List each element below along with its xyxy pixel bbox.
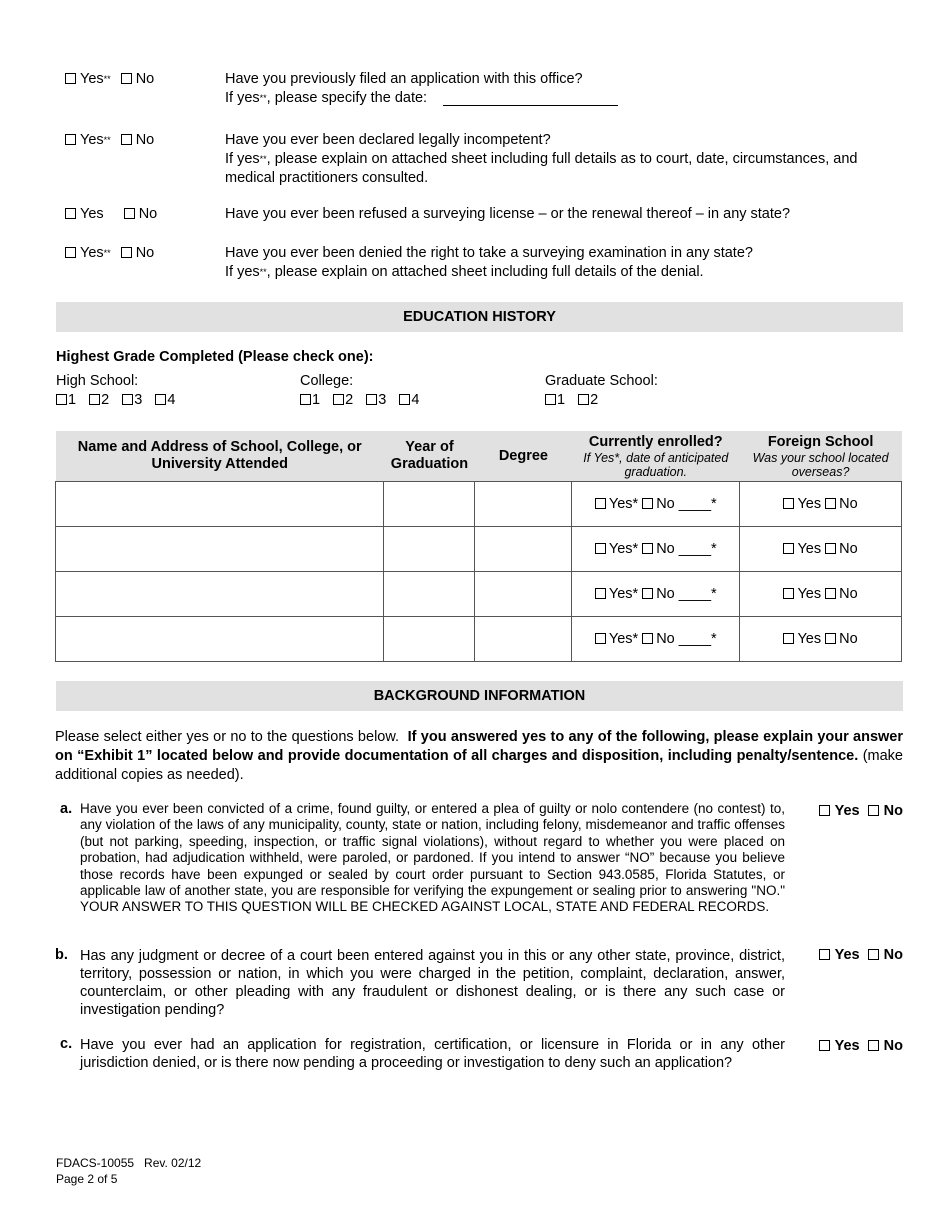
enrolled-cell: Yes* No ____*	[572, 527, 740, 572]
prior-q1-yes-checkbox[interactable]	[65, 73, 76, 84]
prior-q2-yes-checkbox[interactable]	[65, 134, 76, 145]
enrolled-cell: Yes* No ____*	[572, 617, 740, 662]
school-name-cell[interactable]	[56, 482, 384, 527]
year-cell[interactable]	[384, 482, 475, 527]
prior-q4-no-checkbox[interactable]	[121, 247, 132, 258]
enrolled-no-checkbox[interactable]	[642, 543, 653, 554]
foreign-yes-checkbox[interactable]	[783, 498, 794, 509]
question-text: Has any judgment or decree of a court been entered against you in this or any other state, province, district, territory, possession or nation, in which you were charged in the petition, complaint, declaration, answer, counterclaim, or other pleading with any fraudulent or dishonest dealing, or is there any such case or investigation pending?	[80, 948, 785, 1018]
question-text: Have you ever been convicted of a crime, found guilty, or entered a plea of guilty or nolo contendere (no contest) to, any violation of the laws of any municipality, county, state or nation, including felony, misdemeanor and traffic offenses (but not parking, speeding, inspection, or traffic signal violations), without regard to whether you were placed on probation, had adjudication withheld, were paroled, or pardoned. If you intend to answer “NO” because you believe those records have been expunged or sealed by court order pursuant to Section 943.0585, Florida Statutes, or applicable law of another state, you are responsible for verifying the expungement or sealing prior to answering "NO." YOUR ANSWER TO THIS QUESTION WILL BE CHECKED AGAINST LOCAL, STATE AND FEDERAL RECORDS.	[80, 801, 785, 915]
year-cell[interactable]	[384, 572, 475, 617]
grade-completed-title: Highest Grade Completed (Please check one):	[56, 349, 374, 365]
college-label: College:	[300, 373, 354, 389]
high-school-1-checkbox[interactable]	[56, 394, 67, 405]
foreign-yes-checkbox[interactable]	[783, 543, 794, 554]
question-c-no-checkbox[interactable]	[868, 1040, 879, 1051]
school-name-cell[interactable]	[56, 572, 384, 617]
graduate-school-group: Graduate School: 1 2	[545, 373, 658, 408]
question-b-options: Yes No	[819, 947, 903, 963]
page-footer	[56, 1155, 201, 1187]
question-b-yes-checkbox[interactable]	[819, 949, 830, 960]
question-letter: a.	[60, 801, 73, 817]
prior-q2-options: Yes** No	[65, 132, 154, 148]
col-foreign-school: Foreign School Was your school located overseas?	[740, 431, 902, 482]
high-school-4-checkbox[interactable]	[155, 394, 166, 405]
col-school-name: Name and Address of School, College, or University Attended	[56, 431, 384, 482]
question-c-yes-checkbox[interactable]	[819, 1040, 830, 1051]
graduate-school-label: Graduate School:	[545, 373, 658, 389]
foreign-cell: Yes No	[740, 572, 902, 617]
graduation-date-blank[interactable]: ____*	[678, 541, 717, 557]
college-2-checkbox[interactable]	[333, 394, 344, 405]
question-letter: c.	[60, 1036, 73, 1052]
school-name-cell[interactable]	[56, 617, 384, 662]
question-a-yes-checkbox[interactable]	[819, 805, 830, 816]
question-c-options: Yes No	[819, 1038, 903, 1054]
degree-cell[interactable]	[475, 617, 572, 662]
foreign-cell: Yes No	[740, 482, 902, 527]
foreign-cell: Yes No	[740, 527, 902, 572]
background-information-header: BACKGROUND INFORMATION	[56, 681, 903, 711]
prior-q3-options: Yes No	[65, 206, 157, 222]
enrolled-yes-checkbox[interactable]	[595, 498, 606, 509]
table-row	[56, 527, 902, 572]
enrolled-no-checkbox[interactable]	[642, 633, 653, 644]
table-row	[56, 617, 902, 662]
foreign-yes-checkbox[interactable]	[783, 633, 794, 644]
graduate-2-checkbox[interactable]	[578, 394, 589, 405]
enrolled-yes-checkbox[interactable]	[595, 543, 606, 554]
degree-cell[interactable]	[475, 527, 572, 572]
education-history-header: EDUCATION HISTORY	[56, 302, 903, 332]
graduation-date-blank[interactable]: ____*	[678, 631, 717, 647]
high-school-group: High School: 1 2 3 4	[56, 373, 184, 408]
college-4-checkbox[interactable]	[399, 394, 410, 405]
foreign-no-checkbox[interactable]	[825, 498, 836, 509]
page-number: Page 2 of 5	[56, 1172, 118, 1186]
prior-q1-options: Yes** No	[65, 71, 154, 87]
form-id: FDACS-10055 Rev. 02/12	[56, 1156, 202, 1170]
foreign-no-checkbox[interactable]	[825, 543, 836, 554]
prior-filing-date-field[interactable]	[443, 91, 618, 106]
school-name-cell[interactable]	[56, 527, 384, 572]
question-a-options: Yes No	[819, 803, 903, 819]
high-school-2-checkbox[interactable]	[89, 394, 100, 405]
prior-q2-no-checkbox[interactable]	[121, 134, 132, 145]
high-school-3-checkbox[interactable]	[122, 394, 133, 405]
foreign-cell: Yes No	[740, 617, 902, 662]
col-year-graduation: Year of Graduation	[384, 431, 475, 482]
col-degree: Degree	[475, 431, 572, 482]
question-letter: b.	[55, 947, 68, 963]
question-text: Have you ever had an application for registration, certification, or licensure in Florida or in any other jurisdiction denied, or is there now pending a proceeding or investigation to deny such an application?	[80, 1037, 785, 1071]
enrolled-no-checkbox[interactable]	[642, 498, 653, 509]
degree-cell[interactable]	[475, 482, 572, 527]
enrolled-cell: Yes* No ____*	[572, 482, 740, 527]
education-table	[55, 431, 902, 662]
table-row	[56, 482, 902, 527]
table-row	[56, 572, 902, 617]
foreign-no-checkbox[interactable]	[825, 633, 836, 644]
high-school-label: High School:	[56, 373, 139, 389]
prior-q4-options: Yes** No	[65, 245, 154, 261]
enrolled-cell: Yes* No ____*	[572, 572, 740, 617]
prior-q4-yes-checkbox[interactable]	[65, 247, 76, 258]
prior-q3-no-checkbox[interactable]	[124, 208, 135, 219]
prior-q4-text: Have you ever been denied the right to take a surveying examination in any state? If yes**, please explain on attached sheet including full details of the denial.	[225, 245, 753, 280]
education-table-header	[56, 431, 902, 482]
year-cell[interactable]	[384, 617, 475, 662]
college-1-checkbox[interactable]	[300, 394, 311, 405]
graduate-1-checkbox[interactable]	[545, 394, 556, 405]
enrolled-yes-checkbox[interactable]	[595, 588, 606, 599]
degree-cell[interactable]	[475, 572, 572, 617]
foreign-yes-checkbox[interactable]	[783, 588, 794, 599]
background-intro: Please select either yes or no to the questions below. If you answered yes to any of the following, please explain your answer on “Exhibit 1” located below and provide documentation of all charges and disposition, including penalty/sentence. (make additional copies as needed).	[55, 729, 904, 783]
col-currently-enrolled: Currently enrolled? If Yes*, date of anticipated graduation.	[572, 431, 740, 482]
prior-q2-text: Have you ever been declared legally incompetent? If yes**, please explain on attached sheet including full details as to court, date, circumstances, and medical practitioners consulted.	[225, 132, 858, 186]
prior-q1-text: Have you previously filed an application with this office? If yes**, please specify the date:	[225, 70, 905, 108]
foreign-no-checkbox[interactable]	[825, 588, 836, 599]
question-a-no-checkbox[interactable]	[868, 805, 879, 816]
college-3-checkbox[interactable]	[366, 394, 377, 405]
enrolled-yes-checkbox[interactable]	[595, 633, 606, 644]
prior-q1-no-checkbox[interactable]	[121, 73, 132, 84]
year-cell[interactable]	[384, 527, 475, 572]
graduation-date-blank[interactable]: ____*	[678, 586, 717, 602]
college-group: College: 1 2 3 4	[300, 373, 428, 408]
enrolled-no-checkbox[interactable]	[642, 588, 653, 599]
question-b-no-checkbox[interactable]	[868, 949, 879, 960]
prior-q3-text: Have you ever been refused a surveying license – or the renewal thereof – in any state?	[225, 206, 791, 222]
graduation-date-blank[interactable]: ____*	[678, 496, 717, 512]
prior-q3-yes-checkbox[interactable]	[65, 208, 76, 219]
